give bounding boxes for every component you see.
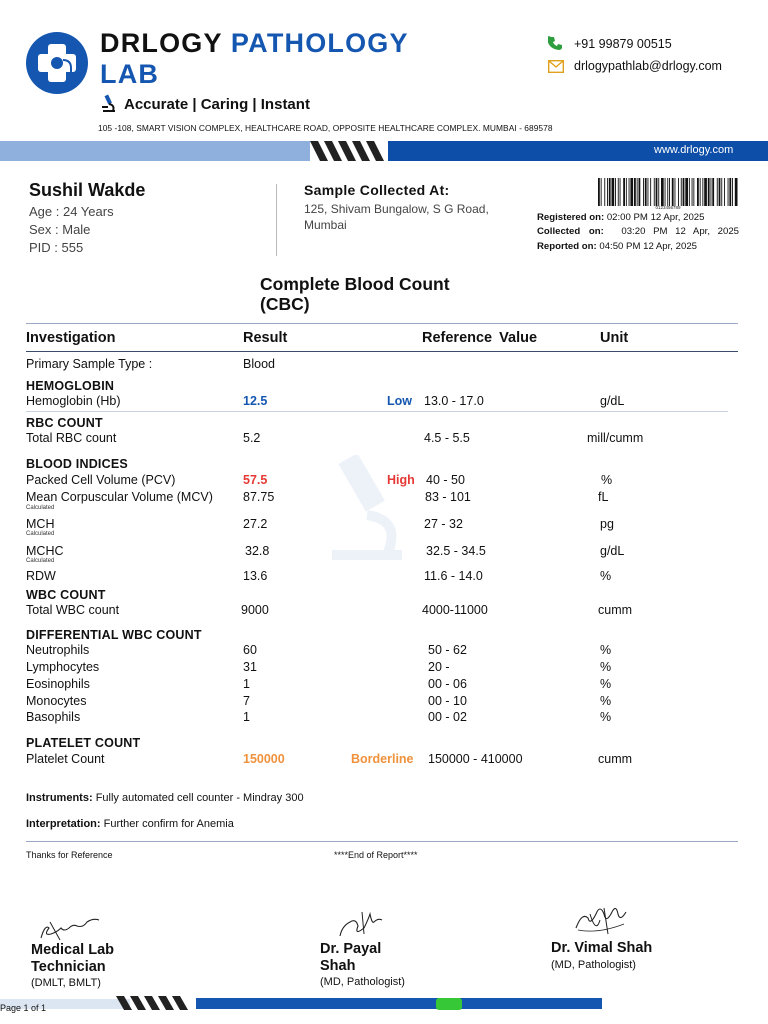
row-hb-ref: 13.0 - 17.0 [424, 394, 484, 408]
row-mcv-unit: fL [598, 490, 609, 504]
instruments-note [26, 792, 304, 804]
signature-technician-sub: (DMLT, BMLT) [31, 977, 101, 989]
banner-stripes [306, 141, 396, 161]
barcode-bar [607, 178, 608, 206]
barcode-number: 0123456789 [655, 205, 681, 210]
collected-value: 03:20 PM 12 Apr, 2025 [621, 226, 739, 237]
lab-logo [26, 32, 88, 94]
tagline-text: Accurate | Caring | Instant [124, 95, 310, 113]
row-rbc-result: 5.2 [243, 431, 261, 445]
barcode-bar [689, 178, 690, 206]
reported-on [537, 241, 697, 252]
barcode-bar [643, 178, 644, 206]
barcode-bar [615, 178, 616, 206]
section-hemoglobin: HEMOGLOBIN [26, 379, 115, 393]
row-plt-ref: 150000 - 410000 [428, 752, 523, 766]
row-mchc-name: MCHC [26, 544, 64, 558]
barcode-bar [629, 178, 630, 206]
section-platelet: PLATELET COUNT [26, 736, 141, 750]
lab-name-part3: LAB [100, 59, 160, 89]
row-hb-result: 12.5 [243, 394, 268, 408]
row-mchc-ref: 32.5 - 34.5 [426, 544, 486, 558]
barcode-bar [697, 178, 699, 206]
col-header-unit: Unit [600, 330, 629, 346]
notes-rule [26, 841, 738, 842]
row-rdw-result: 13.6 [243, 569, 268, 583]
interpretation-note [26, 818, 234, 830]
barcode-bar [661, 178, 664, 206]
row-mono-ref: 00 - 10 [428, 694, 467, 708]
collected-label: Collected on: [537, 226, 604, 237]
row-pcv-unit: % [601, 473, 613, 487]
interpretation-label: Interpretation: [26, 818, 101, 830]
barcode-bar [639, 178, 641, 206]
barcode-bar [692, 178, 693, 206]
row-mcv-ref: 83 - 101 [425, 490, 471, 504]
primary-sample-value: Blood [243, 357, 275, 371]
barcode-bar [630, 178, 633, 206]
row-mono-result: 7 [243, 694, 250, 708]
signature-payal [336, 908, 386, 940]
banner-light [0, 141, 310, 161]
barcode-bar [711, 178, 712, 206]
row-mch-unit: pg [600, 517, 614, 531]
row-plt-name: Platelet Count [26, 752, 105, 766]
row-plt-unit: cumm [598, 752, 633, 766]
barcode-bar [700, 178, 701, 206]
website-link[interactable]: www.drlogy.com [654, 144, 734, 156]
row-neut-unit: % [600, 643, 612, 657]
row-rdw-ref: 11.6 - 14.0 [424, 569, 483, 583]
row-baso-unit: % [600, 710, 612, 724]
row-wbc-unit: cumm [598, 603, 633, 617]
barcode-bar [658, 178, 659, 206]
barcode-bar [665, 178, 666, 206]
barcode-bar [618, 178, 619, 206]
primary-sample-label: Primary Sample Type : [26, 357, 153, 371]
barcode-bar [719, 178, 721, 206]
barcode-bar [672, 178, 674, 206]
footer-pill [436, 998, 462, 1010]
barcode-bar [656, 178, 658, 206]
section-blood-indices: BLOOD INDICES [26, 457, 128, 471]
barcode-bar [735, 178, 738, 206]
report-title: Complete Blood Count (CBC) [260, 274, 450, 314]
col-header-investigation: Investigation [26, 330, 116, 346]
patient-sex: Sex : Male [29, 222, 91, 237]
reported-value: 04:50 PM 12 Apr, 2025 [599, 241, 697, 252]
row-neut-result: 60 [243, 643, 257, 657]
row-rbc-name: Total RBC count [26, 431, 117, 445]
email-text: drlogypathlab@drlogy.com [574, 59, 722, 73]
row-lymph-unit: % [600, 660, 612, 674]
row-plt-result: 150000 [243, 752, 285, 766]
col-header-result: Result [243, 330, 288, 346]
signature-vimal-sub: (MD, Pathologist) [551, 959, 636, 971]
row-eos-ref: 00 - 06 [428, 677, 467, 691]
barcode-bar [678, 178, 679, 206]
microscope-watermark-icon [312, 455, 422, 565]
row-rdw-name: RDW [26, 569, 56, 583]
row-mono-name: Monocytes [26, 694, 87, 708]
row-plt-flag: Borderline [351, 752, 414, 766]
microscope-icon [100, 94, 118, 114]
instruments-value: Fully automated cell counter - Mindray 300 [95, 792, 304, 804]
barcode-bar [712, 178, 714, 206]
row-pcv-ref: 40 - 50 [426, 473, 465, 487]
row-wbc-result: 9000 [241, 603, 269, 617]
lab-address: 105 -108, SMART VISION COMPLEX, HEALTHCARE ROAD, OPPOSITE HEALTHCARE COMPLEX. MUMBAI - 689578 [98, 123, 553, 133]
barcode-bar [601, 178, 602, 206]
patient-pid: PID : 555 [29, 240, 84, 255]
row-hb-unit: g/dL [600, 394, 625, 408]
email-contact[interactable] [548, 59, 722, 73]
tagline [100, 94, 310, 114]
interpretation-value: Further confirm for Anemia [103, 818, 234, 830]
signature-vimal-title: Dr. Vimal Shah [551, 940, 653, 956]
mail-icon [548, 60, 564, 73]
section-differential: DIFFERENTIAL WBC COUNT [26, 628, 202, 642]
instruments-label: Instruments: [26, 792, 93, 804]
row-rbc-ref: 4.5 - 5.5 [424, 431, 470, 445]
barcode-bar [634, 178, 636, 206]
row-rule [26, 411, 728, 412]
row-baso-name: Basophils [26, 710, 81, 724]
barcode-bar [612, 178, 615, 206]
table-top-rule [26, 323, 738, 324]
barcode-bar [681, 178, 682, 206]
barcode-bar [626, 178, 627, 206]
row-neut-ref: 50 - 62 [428, 643, 467, 657]
microscope-cross-icon [26, 32, 88, 94]
barcode-bar [729, 178, 731, 206]
signature-payal-title: Dr. Payal Shah [320, 941, 382, 974]
barcode-bar [721, 178, 722, 206]
registered-label: Registered on: [537, 212, 605, 223]
row-lymph-ref: 20 - [428, 660, 450, 674]
row-mcv-calculated: Calculated [26, 505, 55, 511]
table-header-rule [26, 351, 738, 352]
patient-age: Age : 24 Years [29, 204, 114, 219]
vertical-divider [276, 184, 277, 256]
row-mchc-result: 32.8 [245, 544, 270, 558]
barcode-bar [702, 178, 703, 206]
signature-technician [38, 916, 102, 942]
patient-name: Sushil Wakde [29, 180, 146, 200]
row-mchc-unit: g/dL [600, 544, 625, 558]
row-mch-result: 27.2 [243, 517, 268, 531]
row-baso-result: 1 [243, 710, 250, 724]
barcode-bar [669, 178, 670, 206]
barcode-bar [693, 178, 694, 206]
row-hb-flag: Low [387, 394, 412, 408]
barcode-bar [724, 178, 725, 206]
row-rdw-unit: % [600, 569, 612, 583]
row-wbc-name: Total WBC count [26, 603, 120, 617]
sample-collected-title: Sample Collected At: [304, 182, 450, 198]
registered-on [537, 212, 704, 223]
barcode [598, 178, 738, 206]
barcode-bar [654, 178, 655, 206]
row-mcv-name: Mean Corpuscular Volume (MCV) [26, 490, 213, 504]
row-mcv-result: 87.75 [243, 490, 275, 504]
footer-band [196, 998, 602, 1009]
barcode-bar [675, 178, 676, 206]
barcode-bar [708, 178, 710, 206]
signature-vimal [570, 900, 634, 940]
barcode-bar [667, 178, 668, 206]
barcode-bar [645, 178, 647, 206]
barcode-bar [637, 178, 638, 206]
lab-name-part2: PATHOLOGY [230, 28, 409, 58]
row-eos-unit: % [600, 677, 612, 691]
row-mono-unit: % [600, 694, 612, 708]
collected-on [537, 226, 739, 237]
barcode-bar [620, 178, 621, 206]
signature-payal-sub: (MD, Pathologist) [320, 976, 405, 988]
row-lymph-name: Lymphocytes [26, 660, 100, 674]
barcode-bar [717, 178, 718, 206]
phone-text: +91 99879 00515 [574, 37, 672, 51]
section-wbc: WBC COUNT [26, 588, 106, 602]
end-of-report: ****End of Report**** [334, 850, 418, 860]
barcode-bar [650, 178, 651, 206]
row-mch-ref: 27 - 32 [424, 517, 463, 531]
phone-contact[interactable] [548, 36, 672, 52]
barcode-bar [683, 178, 685, 206]
reported-label: Reported on: [537, 241, 597, 252]
row-baso-ref: 00 - 02 [428, 710, 467, 724]
row-hb-name: Hemoglobin (Hb) [26, 394, 121, 408]
lab-name [100, 28, 460, 90]
registered-value: 02:00 PM 12 Apr, 2025 [606, 212, 705, 223]
barcode-bar [648, 178, 649, 206]
barcode-bar [598, 178, 600, 206]
footer-stripes [112, 996, 202, 1010]
row-eos-name: Eosinophils [26, 677, 90, 691]
signature-technician-title: Medical Lab Technician [31, 942, 114, 975]
row-pcv-flag: High [387, 473, 415, 487]
page-number: Page 1 of 1 [0, 1003, 47, 1013]
barcode-bar [609, 178, 611, 206]
barcode-bar [728, 178, 729, 206]
row-lymph-result: 31 [243, 660, 257, 674]
col-header-reference: Reference Value [422, 330, 538, 346]
row-mch-calculated: Calculated [26, 531, 55, 537]
barcode-bar [685, 178, 688, 206]
lab-name-part1: DRLOGY [100, 28, 223, 58]
section-rbc: RBC COUNT [26, 416, 103, 430]
row-mchc-calculated: Calculated [26, 558, 55, 564]
row-pcv-name: Packed Cell Volume (PCV) [26, 473, 176, 487]
row-rbc-unit: mill/cumm [587, 431, 644, 445]
phone-icon [548, 36, 564, 52]
barcode-bar [604, 178, 605, 206]
row-pcv-result: 57.5 [243, 473, 268, 487]
barcode-bar [623, 178, 625, 206]
row-wbc-ref: 4000-11000 [422, 603, 488, 617]
sample-collected-address: 125, Shivam Bungalow, S G Road, Mumbai [304, 202, 489, 232]
row-mch-name: MCH [26, 517, 55, 531]
row-eos-result: 1 [243, 677, 250, 691]
thanks-note: Thanks for Reference [26, 850, 113, 860]
barcode-bar [704, 178, 707, 206]
barcode-bar [732, 178, 733, 206]
row-neut-name: Neutrophils [26, 643, 90, 657]
